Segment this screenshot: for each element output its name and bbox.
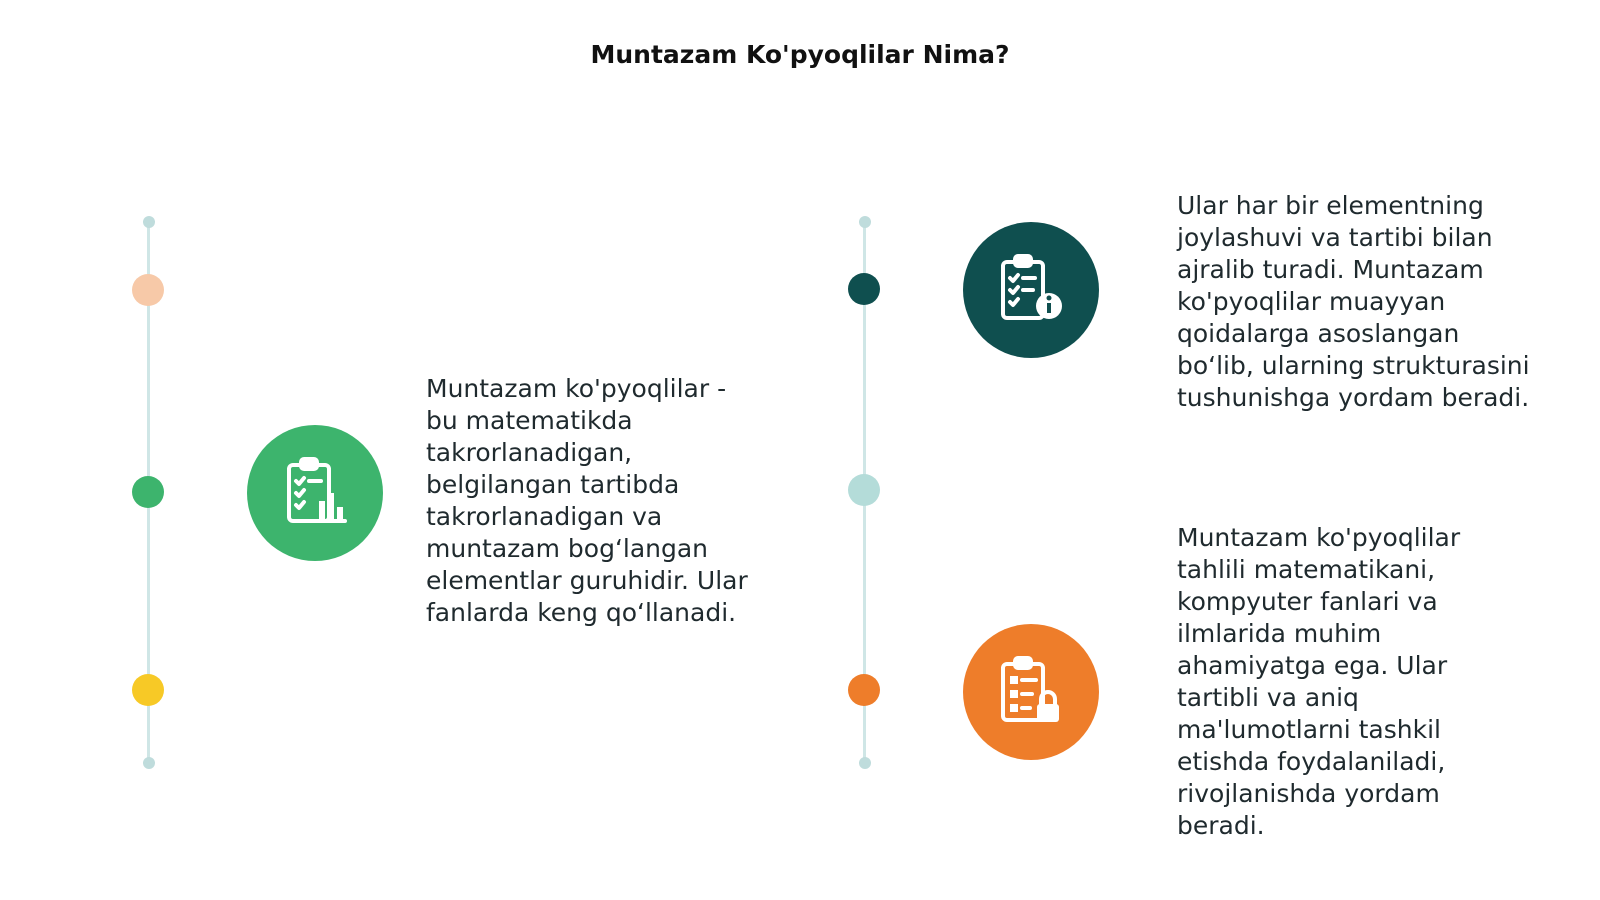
right-timeline-dot-2 [848,474,880,506]
left-timeline-end-dot [143,757,155,769]
right-timeline-end-dot [859,757,871,769]
left-timeline-dot-2 [132,476,164,508]
left-timeline-dot-3 [132,674,164,706]
left-timeline-start-dot [143,216,155,228]
block-2-text: Ular har bir elementning joylashuvi va tartibi bilan ajralib turadi. Muntazam ko'pyoqlilar muayyan qoidalarga asoslangan bo‘lib, ularning strukturasini tushunishga yordam beradi. [1177,191,1530,412]
clipboard-chart-icon [247,425,383,561]
block-3-text: Muntazam ko'pyoqlilar tahlili matematikani, kompyuter fanlari va ilmlarida muhim ahamiyatga ega. Ular tartibli va aniq ma'lumotlarni tashkil etishda foydalaniladi, rivojlanishda yordam beradi. [1177,523,1461,840]
clipboard-info-icon [963,222,1099,358]
right-timeline-start-dot [859,216,871,228]
right-timeline-dot-1 [848,273,880,305]
right-timeline-dot-3 [848,674,880,706]
block-1-text: Muntazam ko'pyoqlilar - bu matematikda takrorlanadigan, belgilangan tartibda takrorlanadigan va muntazam bog‘langan elementlar guruhidir. Ular fanlarda keng qo‘llanadi. [426,374,748,627]
page-title: Muntazam Ko'pyoqlilar Nima? [590,40,1010,69]
clipboard-lock-icon [963,624,1099,760]
left-timeline-dot-1 [132,274,164,306]
